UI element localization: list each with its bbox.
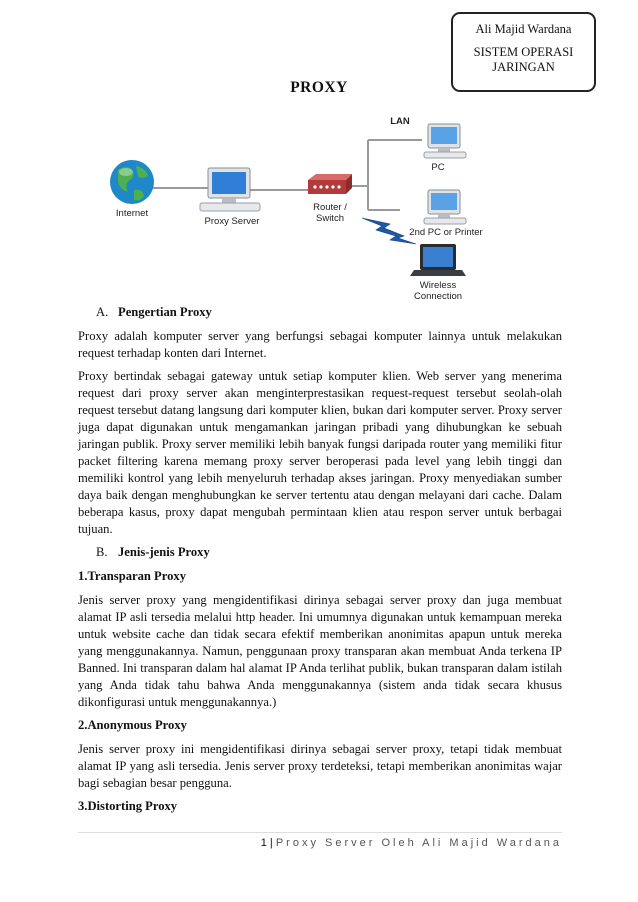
- wireless-lightning-icon: [362, 218, 416, 244]
- internet-globe-icon: [110, 160, 154, 204]
- footer-text: Proxy Server Oleh Ali Majid Wardana: [275, 837, 562, 849]
- section-number-a: A.: [96, 305, 109, 319]
- section-heading-a: [78, 304, 562, 326]
- subheading-transparan: 1.Transparan Proxy: [78, 569, 186, 583]
- course-name: SISTEM OPERASI JARINGAN: [473, 45, 574, 74]
- label-wireless: Wireless: [419, 280, 457, 291]
- router-icon: [308, 174, 352, 194]
- label-pc: PC: [431, 162, 445, 173]
- label-proxy-server: Proxy Server: [204, 216, 260, 227]
- section-number-b: B.: [96, 545, 108, 559]
- footer-divider: [78, 832, 562, 833]
- subheading-anonymous: 2.Anonymous Proxy: [78, 718, 187, 732]
- page-number: 1: [260, 837, 267, 849]
- label-switch: Switch: [316, 213, 344, 224]
- section-title-b: Jenis-jenis Proxy: [118, 545, 210, 559]
- subheading-distorting: 3.Distorting Proxy: [78, 799, 178, 813]
- section-heading-b: [78, 544, 562, 566]
- page-title: PROXY: [290, 79, 348, 96]
- section-title-a: Pengertian Proxy: [118, 305, 212, 319]
- second-pc-icon: [424, 190, 466, 224]
- author-name: Ali Majid Wardana: [475, 22, 572, 36]
- network-diagram: [100, 110, 520, 300]
- connection-lines: [148, 140, 422, 210]
- label-2nd-pc: 2nd PC or Printer: [409, 227, 483, 238]
- paragraph-anonymous: Jenis server proxy ini mengidentifikasi dirinya sebagai server proxy, tetapi tidak membuat alamat IP yang asli tersedia. Jenis server proxy terdeteksi, tetapi memberikan anonimitas wajar bagi sebagian besar pengguna.: [78, 742, 562, 790]
- label-internet: Internet: [115, 208, 149, 219]
- label-router: Router /: [313, 202, 347, 213]
- paragraph-transparan: Jenis server proxy yang mengidentifikasi dirinya sebagai server proxy dan juga membuat alamat IP asli tersedia melalui http header. Ini umumnya digunakan untuk kemampuan mereka untuk website cache dan tidak secara efektif memberikan anonimitas apapun untuk mereka yang menggunakannya. Namun, penggunaan proxy transparan akan membuat Anda terkena IP Banned. Ini transparan dalam hal alamat IP Anda terlihat publik, bukan transparan dalam istilah yang Anda tidak tahu bahwa Anda menggunakannya (sistem anda tidak secara khusus dikonfigurasi untuk menggunakannya.): [78, 593, 562, 709]
- paragraph-a1: Proxy adalah komputer server yang berfungsi sebagai komputer lainnya untuk melakukan request terhadap konten dari Internet.: [78, 329, 562, 360]
- wireless-laptop-icon: [410, 244, 466, 276]
- label-lan: LAN: [390, 116, 410, 127]
- document-body: [78, 300, 562, 820]
- label-connection: Connection: [413, 291, 463, 300]
- page-footer: [0, 837, 562, 849]
- footer-separator: |: [266, 837, 276, 849]
- pc-icon: [424, 124, 466, 158]
- paragraph-a2: Proxy bertindak sebagai gateway untuk setiap komputer klien. Web server yang menerima request dari proxy server akan menginterprestasikan request-request tersebut seolah-olah request tersebut datang langsung dari komputer klien, bukan dari komputer server. Proxy server juga dapat digunakan untuk mengamankan jaringan pribadi yang dihubungkan ke sebuah jaringan publik. Proxy server memiliki lebih banyak fungsi daripada router yang memiliki fitur packet filtering karena memang proxy server beroperasi pada level yang lebih tinggi dan memiliki kontrol yang lebih menyeluruh terhadap akses jaringan. Proxy menyediakan sumber daya baik dengan menghubungkan ke server tertentu atau dengan melayani dari cache. Dalam beberapa kasus, proxy dapat mengubah permintaan klien atau respon server untuk berbagai tujuan.: [78, 369, 562, 536]
